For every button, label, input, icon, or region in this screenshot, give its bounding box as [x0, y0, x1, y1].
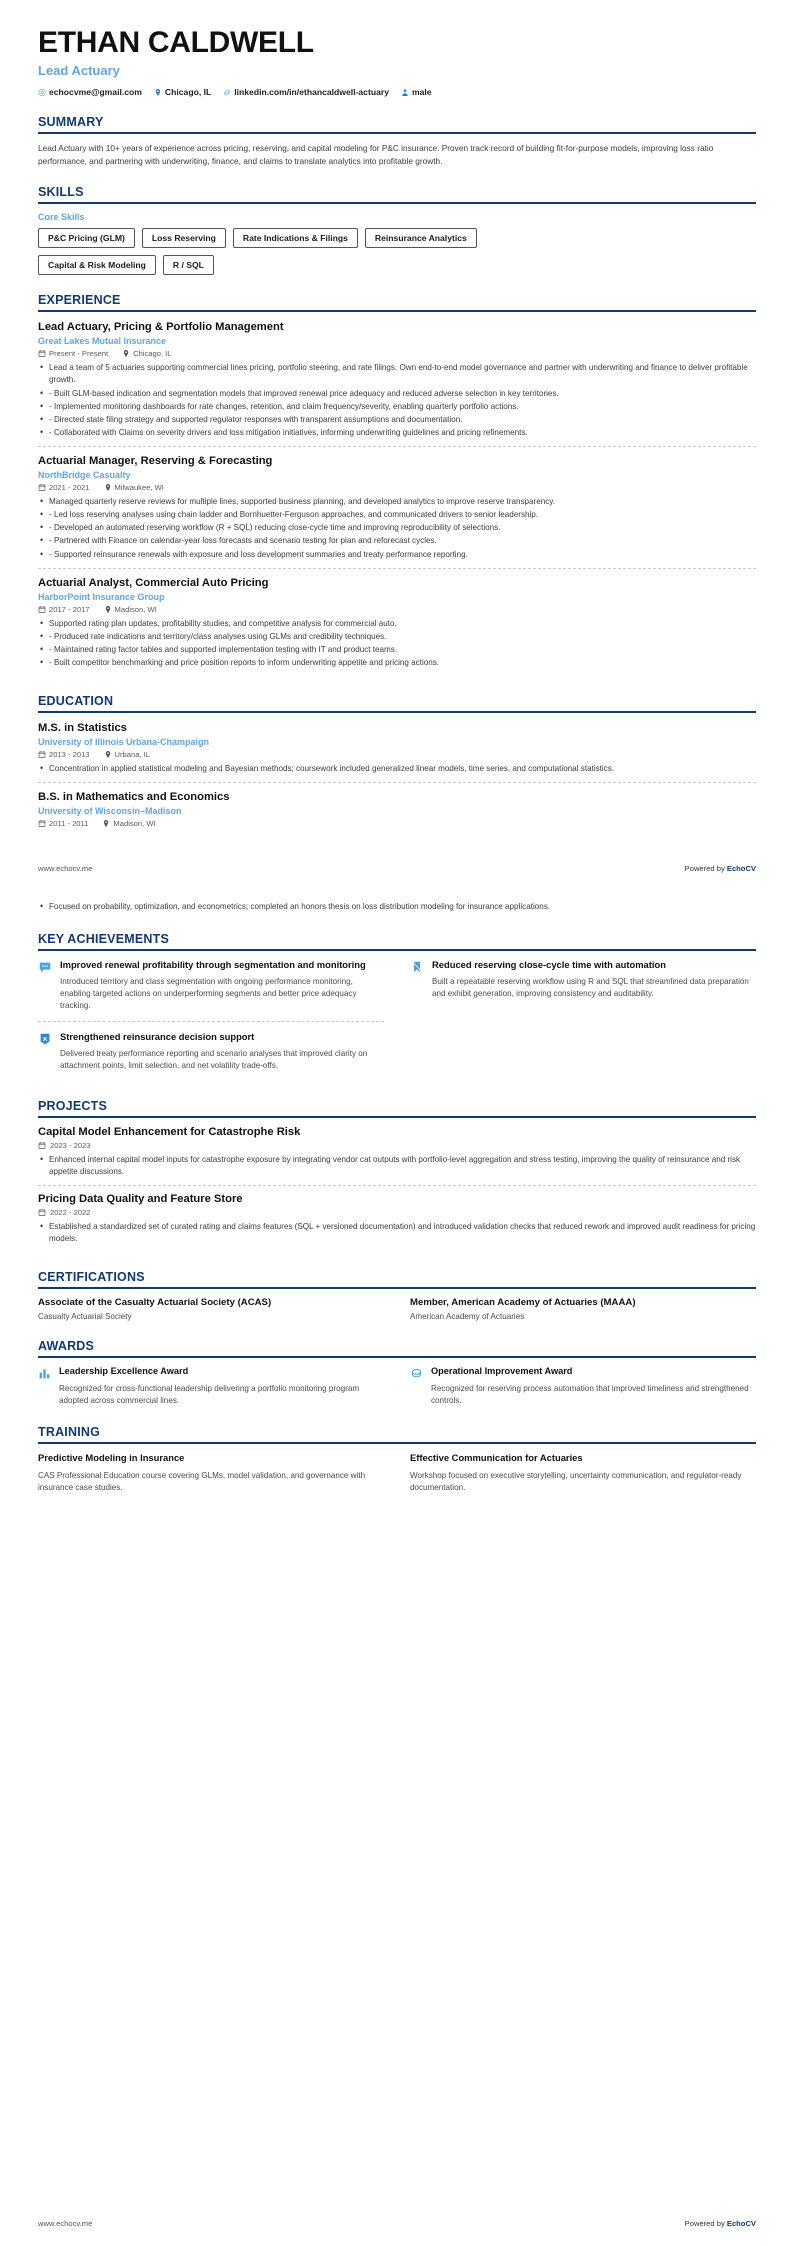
awards-divider	[38, 1356, 756, 1358]
footer-brand: EchoCV	[726, 2219, 756, 2228]
achievement-title: Reduced reserving close-cycle time with automation	[432, 958, 666, 970]
bookmark-icon	[410, 960, 424, 974]
project-entry	[38, 1185, 756, 1252]
job-location: Milwaukee, WI	[114, 483, 164, 493]
job-location: Madison, WI	[114, 604, 157, 614]
job-bullet: • Managed quarterly reserve reviews for multiple lines, supported business planning, and developed analytics to improve reserve transparency.	[38, 496, 756, 508]
job-location-wrap	[104, 483, 164, 492]
award-title: Leadership Excellence Award	[59, 1366, 189, 1377]
summary-text: Lead Actuary with 10+ years of experience across pricing, reserving, and capital modeling for P&C insurance. Proven track record of building fit-for-purpose models, improving loss ratio performance, and partnering with underwriting, finance, and claims to translate analytics into profitable growth.	[38, 143, 714, 166]
location-pin-icon	[102, 819, 110, 828]
contact-email-text: echocvme@gmail.com	[49, 87, 142, 97]
contact-linkedin[interactable]	[223, 87, 389, 97]
education-location-wrap	[104, 750, 150, 759]
section-training	[38, 1425, 756, 1494]
job-location-wrap	[104, 605, 157, 614]
footer-brand: EchoCV	[726, 864, 756, 874]
section-skills	[38, 185, 756, 275]
certification-issuer: American Academy of Actuaries	[410, 1312, 525, 1322]
job-bullet: • - Supported reinsurance renewals with exposure and loss development summaries and treaty performance reporting.	[38, 549, 756, 561]
job-location-wrap	[122, 349, 171, 358]
achievements-divider	[38, 949, 756, 951]
job-location: Chicago, IL	[133, 349, 172, 359]
training-item	[38, 1452, 384, 1494]
experience-entry	[38, 320, 756, 446]
achievement-title: Improved renewal profitability through segmentation and monitoring	[60, 958, 366, 970]
link-icon	[223, 88, 231, 97]
contact-location	[154, 87, 211, 97]
project-title: Capital Model Enhancement for Catastrophe Risk	[38, 1125, 301, 1138]
achievements-columns	[38, 959, 756, 1081]
job-bullets	[38, 618, 756, 670]
certifications-divider	[38, 1287, 756, 1289]
education-dates-wrap	[38, 750, 90, 759]
awards-columns	[38, 1366, 756, 1407]
job-bullet: • - Produced rate indications and territory/class analyses using GLMs and credibility techniques.	[38, 631, 756, 643]
resume-header	[38, 26, 756, 97]
footer-powered-prefix: Powered by	[684, 864, 727, 874]
degree-title: B.S. in Mathematics and Economics	[38, 791, 230, 804]
footer-powered	[685, 2219, 756, 2228]
job-bullet: • - Partnered with Finance on calendar-year loss forecasts and scenario testing for plan and reforecast cycles.	[38, 535, 756, 547]
job-dates-wrap	[38, 483, 90, 492]
skills-group-label: Core Skills	[38, 212, 85, 223]
job-bullet: • - Developed an automated reserving workflow (R + SQL) reducing close-cycle time and improving reproducibility of selections.	[38, 522, 756, 534]
experience-heading: EXPERIENCE	[38, 293, 121, 308]
training-heading: TRAINING	[38, 1425, 101, 1440]
footer-site[interactable]: www.echocv.me	[38, 2219, 93, 2228]
calendar-icon	[38, 483, 46, 492]
education-heading: EDUCATION	[38, 694, 114, 709]
person-icon	[401, 88, 409, 97]
location-pin-icon	[104, 483, 112, 492]
achievements-left-column	[38, 959, 384, 1081]
award-desc: Recognized for reserving process automation that improved timeliness and strengthened controls.	[431, 1384, 749, 1406]
education-bullet: • Focused on probability, optimization, and econometrics; completed an honors thesis on loss distribution modeling for insurance applications.	[38, 901, 756, 913]
job-dates: Present - Present	[49, 349, 109, 359]
skill-chip-list-row2	[38, 255, 756, 275]
location-pin-icon	[122, 349, 130, 358]
job-dates: 2021 - 2021	[49, 483, 90, 493]
location-pin-icon	[104, 605, 112, 614]
skill-chip: Capital & Risk Modeling	[38, 255, 156, 275]
summary-heading: SUMMARY	[38, 115, 104, 129]
training-title: Effective Communication for Actuaries	[410, 1452, 583, 1464]
skill-chip: Reinsurance Analytics	[365, 228, 477, 248]
education-location: Madison, WI	[113, 819, 156, 829]
job-bullet: • - Built competitor benchmarking and price position reports to inform underwriting appetite and pricing actions.	[38, 657, 756, 669]
section-awards	[38, 1339, 756, 1407]
achievement-desc: Built a repeatable reserving workflow using R and SQL that streamlined data preparation and exhibit generation, improving consistency and auditability.	[432, 976, 749, 999]
calendar-icon	[38, 1208, 46, 1217]
training-desc: Workshop focused on executive storytelling, uncertainty communication, and regulator-ready documentation.	[410, 1470, 742, 1492]
certifications-heading: CERTIFICATIONS	[38, 1270, 145, 1285]
award-item	[410, 1366, 756, 1407]
calendar-icon	[38, 819, 46, 828]
job-dates: 2017 - 2017	[49, 604, 90, 614]
job-bullet: • - Maintained rating factor tables and supported implementation testing with IT and product teams.	[38, 644, 756, 656]
section-projects	[38, 1099, 756, 1253]
achievements-right-column	[410, 959, 756, 1081]
footer-powered-prefix: Powered by	[684, 2219, 727, 2228]
job-bullet: • Lead a team of 5 actuaries supporting commercial lines pricing, portfolio steering, and rate filings. Own end-to-end model governance and partner with underwriting and finance to deliver profitable growth.	[38, 362, 756, 386]
project-bullets	[38, 1154, 756, 1178]
job-company: Great Lakes Mutual Insurance	[38, 336, 167, 347]
award-title: Operational Improvement Award	[431, 1366, 573, 1377]
calendar-icon	[38, 349, 46, 358]
job-bullet: • Supported rating plan updates, profitability studies, and competitive analysis for commercial auto.	[38, 618, 756, 630]
achievement-item	[38, 1021, 384, 1081]
footer-powered	[685, 864, 756, 873]
skill-chip: Rate Indications & Filings	[233, 228, 358, 248]
calendar-icon	[38, 1141, 46, 1150]
medal-icon	[410, 1367, 423, 1380]
location-pin-icon	[104, 750, 112, 759]
certification-name: Member, American Academy of Actuaries (MAAA)	[410, 1297, 636, 1309]
job-meta	[38, 349, 756, 358]
job-title: Actuarial Analyst, Commercial Auto Pricing	[38, 576, 269, 589]
job-bullets	[38, 362, 756, 439]
education-dates-wrap	[38, 819, 88, 828]
contact-row	[38, 87, 756, 97]
school-name: University of Wisconsin–Madison	[38, 806, 182, 817]
certification-item	[410, 1297, 756, 1321]
contact-gender	[401, 87, 432, 97]
job-bullet: • - Implemented monitoring dashboards for rate changes, retention, and claim frequency/severity, enabling quarterly portfolio actions.	[38, 401, 756, 413]
project-bullets	[38, 1221, 756, 1245]
education-dates: 2013 - 2013	[49, 750, 90, 760]
footer-site[interactable]: www.echocv.me	[38, 864, 93, 874]
education-location: Urbana, IL	[114, 750, 151, 760]
job-bullets	[38, 496, 756, 561]
chart-award-icon	[38, 1367, 51, 1380]
candidate-name: ETHAN CALDWELL	[38, 26, 314, 59]
contact-gender-text: male	[411, 87, 432, 97]
education-bullets	[38, 763, 756, 775]
section-key-achievements	[38, 932, 756, 1081]
page-break	[38, 873, 756, 899]
job-meta	[38, 605, 756, 614]
achievement-item	[410, 959, 756, 1009]
school-name: University of Illinois Urbana-Champaign	[38, 737, 210, 748]
job-dates-wrap	[38, 349, 108, 358]
location-pin-icon	[154, 88, 162, 97]
section-experience	[38, 293, 756, 676]
education-location-wrap	[102, 819, 155, 828]
certification-name: Associate of the Casualty Actuarial Society (ACAS)	[38, 1297, 272, 1309]
job-bullet: • - Led loss reserving analyses using chain ladder and Bornhuetter-Ferguson approaches, and communicated drivers to senior leadership.	[38, 509, 756, 521]
contact-linkedin-text: linkedin.com/in/ethancaldwell-actuary	[234, 87, 389, 97]
awards-heading: AWARDS	[38, 1339, 95, 1354]
training-title: Predictive Modeling in Insurance	[38, 1452, 185, 1464]
experience-entry	[38, 446, 756, 568]
projects-divider	[38, 1116, 756, 1118]
contact-email[interactable]	[38, 87, 142, 97]
page-footer-1	[38, 858, 756, 873]
section-education	[38, 694, 756, 834]
calendar-icon	[38, 605, 46, 614]
project-meta	[38, 1208, 756, 1217]
award-desc: Recognized for cross-functional leadership delivering a portfolio monitoring program adopted across commercial lines.	[59, 1384, 360, 1406]
training-item	[410, 1452, 756, 1494]
summary-divider	[38, 132, 756, 134]
skills-divider	[38, 202, 756, 204]
training-desc: CAS Professional Education course covering GLMs, model validation, and governance with insurance case studies.	[38, 1470, 366, 1492]
education-entry	[38, 721, 756, 782]
training-columns	[38, 1452, 756, 1494]
education-dates: 2011 - 2011	[49, 819, 89, 829]
project-entry	[38, 1126, 756, 1185]
training-divider	[38, 1442, 756, 1444]
job-bullet: • - Collaborated with Claims on severity drivers and loss mitigation initiatives, informing underwriting guidelines and pricing refinements.	[38, 427, 756, 439]
speech-bubble-icon	[38, 960, 52, 974]
job-title: Actuarial Manager, Reserving & Forecasting	[38, 455, 273, 468]
achievements-heading: KEY ACHIEVEMENTS	[38, 931, 170, 946]
education-divider	[38, 711, 756, 713]
skill-chip: Loss Reserving	[142, 228, 226, 248]
candidate-role: Lead Actuary	[38, 63, 120, 78]
projects-heading: PROJECTS	[38, 1098, 107, 1113]
calendar-icon	[38, 750, 46, 759]
education-bullet: • Concentration in applied statistical modeling and Bayesian methods; coursework included generalized linear models, time series, and computational statistics.	[38, 763, 756, 775]
job-company: NorthBridge Casualty	[38, 470, 131, 481]
skill-chip: R / SQL	[163, 255, 214, 275]
page-footer-2	[38, 2219, 756, 2228]
project-bullet: • Enhanced internal capital model inputs for catastrophe exposure by integrating vendor cat outputs with portfolio-level aggregation and stress testing, improving the quality of reinsurance and risk appetite discussions.	[38, 1154, 756, 1178]
project-meta	[38, 1141, 756, 1150]
achievement-desc: Delivered treaty performance reporting and scenario analyses that improved clarity on attachment points, limit selection, and net volatility trade-offs.	[60, 1048, 368, 1071]
certification-item	[38, 1297, 384, 1321]
education-bullets-continued	[38, 901, 756, 913]
badge-icon	[38, 1032, 52, 1046]
job-dates-wrap	[38, 605, 90, 614]
email-icon	[38, 88, 46, 97]
skill-chip: P&C Pricing (GLM)	[38, 228, 135, 248]
job-meta	[38, 483, 756, 492]
education-meta	[38, 819, 756, 828]
project-dates: 2022 - 2022	[50, 1207, 91, 1217]
education-entry	[38, 782, 756, 834]
job-company: HarborPoint Insurance Group	[38, 591, 165, 602]
experience-divider	[38, 310, 756, 312]
skills-heading: SKILLS	[38, 185, 84, 200]
experience-entry	[38, 568, 756, 677]
project-bullet: • Established a standardized set of curated rating and claims features (SQL + versioned documentation) and introduced validation checks that reduced rework and improved audit readiness for pricing models.	[38, 1221, 756, 1245]
skill-chip-list	[38, 228, 756, 248]
achievement-title: Strengthened reinsurance decision support	[60, 1030, 255, 1042]
project-dates: 2023 - 2023	[50, 1140, 91, 1150]
award-item	[38, 1366, 384, 1407]
achievement-item	[38, 959, 384, 1021]
achievement-desc: Introduced territory and class segmentation with ongoing performance monitoring, enabling targeted actions on underperforming segments and better price adequacy tracking.	[60, 976, 357, 1011]
section-summary	[38, 115, 756, 167]
education-meta	[38, 750, 756, 759]
job-bullet: • - Directed state filing strategy and supported regulator responses with transparent assumptions and documentation.	[38, 414, 756, 426]
certifications-columns	[38, 1297, 756, 1321]
project-title: Pricing Data Quality and Feature Store	[38, 1192, 243, 1205]
degree-title: M.S. in Statistics	[38, 722, 127, 735]
job-bullet: • - Built GLM-based indication and segmentation models that improved renewal price adequacy and reduced adverse selection in key territories.	[38, 388, 756, 400]
contact-location-text: Chicago, IL	[164, 87, 212, 97]
section-certifications	[38, 1270, 756, 1321]
certification-issuer: Casualty Actuarial Society	[38, 1312, 132, 1322]
job-title: Lead Actuary, Pricing & Portfolio Management	[38, 321, 284, 334]
